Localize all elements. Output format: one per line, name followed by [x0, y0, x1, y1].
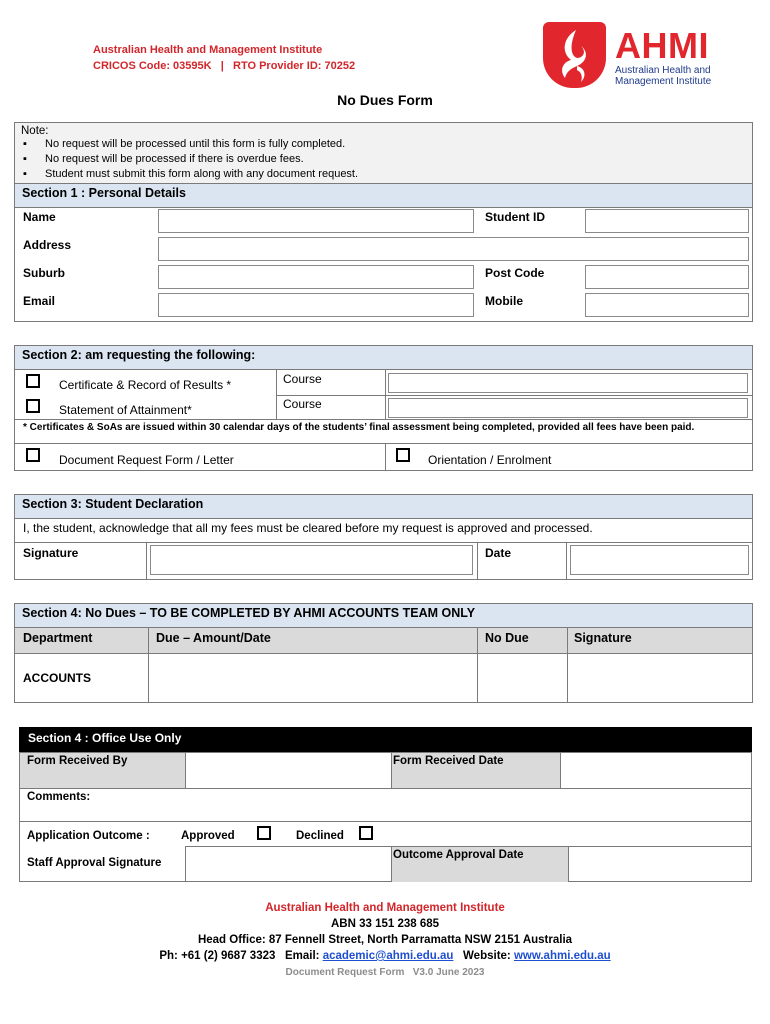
note-item: ▪ Student must submit this form along with any document request. [45, 167, 746, 182]
divider [15, 419, 752, 420]
divider [276, 395, 752, 396]
post-code-label: Post Code [485, 266, 545, 280]
mobile-label: Mobile [485, 294, 523, 308]
header-institute-name: Australian Health and Management Institute [93, 44, 323, 56]
due-header: Due – Amount/Date [156, 631, 271, 645]
certificate-label: Certificate & Record of Results * [59, 378, 232, 392]
divider [20, 821, 751, 822]
address-label: Address [23, 238, 72, 252]
accounts-label: ACCOUNTS [23, 671, 91, 685]
student-id-label: Student ID [485, 210, 545, 224]
logo-wordmark: AHMI [615, 25, 709, 66]
footer-version: Document Request Form V3.0 June 2023 [285, 967, 485, 978]
department-header: Department [23, 631, 93, 645]
orientation-label: Orientation / Enrolment [428, 453, 552, 467]
footer-email-link[interactable]: academic@ahmi.edu.au [322, 950, 454, 962]
divider [148, 628, 149, 654]
note-list [45, 137, 746, 182]
header-provider-codes: CRICOS Code: 03595K | RTO Provider ID: 70252 [93, 60, 356, 72]
footer-website-link[interactable]: www.ahmi.edu.au [513, 950, 611, 962]
comments-field[interactable] [20, 789, 751, 821]
signature-label: Signature [23, 546, 79, 560]
approved-label: Approved [181, 830, 235, 842]
section2-body [14, 370, 753, 471]
received-by-label: Form Received By [27, 755, 128, 767]
course1-label: Course [283, 372, 322, 386]
footer-address: Head Office: 87 Fennell Street, North Parramatta NSW 2151 Australia [197, 934, 573, 946]
outcome-date-label: Outcome Approval Date [393, 849, 524, 861]
suburb-label: Suburb [23, 266, 65, 280]
accounts-signature-field[interactable] [568, 654, 751, 702]
section1-body [14, 208, 753, 322]
received-by-field[interactable] [186, 753, 391, 787]
footer-email-label: Email: [284, 950, 320, 962]
dues-table-header [14, 628, 753, 654]
doc-request-label: Document Request Form / Letter [59, 453, 234, 467]
office-use-body [19, 752, 752, 882]
issuance-note: * Certificates & SoAs are issued within 30 calendar days of the students’ final assessment being completed, provided all fees have been paid. [23, 422, 695, 433]
date-label: Date [485, 546, 512, 560]
no-due-field[interactable] [478, 654, 567, 702]
mobile-field[interactable] [585, 293, 749, 317]
divider [15, 542, 752, 543]
note-item: ▪ No request will be processed if there is overdue fees. [45, 152, 746, 167]
footer-institute: Australian Health and Management Institute [265, 902, 505, 914]
post-code-field[interactable] [585, 265, 749, 289]
divider [385, 443, 386, 471]
declined-label: Declined [296, 830, 344, 842]
student-id-field[interactable] [585, 209, 749, 233]
certificate-checkbox[interactable] [26, 374, 40, 388]
form-title: No Dues Form [337, 92, 433, 108]
note-box [14, 122, 753, 184]
divider [566, 542, 567, 579]
received-date-field[interactable] [561, 753, 751, 787]
section3-body [14, 519, 753, 580]
suburb-field[interactable] [158, 265, 474, 289]
course2-field[interactable] [388, 398, 748, 418]
section4-heading: Section 4: No Dues – TO BE COMPLETED BY AHMI ACCOUNTS TEAM ONLY [14, 603, 753, 628]
logo-subtitle-line1: Australian Health and [615, 65, 711, 76]
email-field[interactable] [158, 293, 474, 317]
signature-header: Signature [574, 631, 632, 645]
soa-label: Statement of Attainment* [59, 403, 192, 417]
divider [477, 542, 478, 579]
staff-signature-label: Staff Approval Signature [27, 857, 162, 869]
comments-label: Comments: [27, 791, 91, 803]
course1-field[interactable] [388, 373, 748, 393]
declaration-text: I, the student, acknowledge that all my fees must be cleared before my request is approved and processed. [23, 521, 593, 535]
declaration-date-field[interactable] [570, 545, 749, 575]
received-date-label: Form Received Date [393, 755, 504, 767]
no-due-header: No Due [485, 631, 529, 645]
note-label: Note: [21, 125, 49, 137]
name-field[interactable] [158, 209, 474, 233]
due-amount-field[interactable] [149, 654, 477, 702]
footer-website-label: Website: [463, 950, 511, 962]
footer-abn: ABN 33 151 238 685 [330, 918, 440, 930]
soa-checkbox[interactable] [26, 399, 40, 413]
address-field[interactable] [158, 237, 749, 261]
outcome-label: Application Outcome : [27, 830, 150, 842]
section3-heading: Section 3: Student Declaration [14, 494, 753, 519]
note-item: ▪ No request will be processed until this form is fully completed. [45, 137, 746, 152]
name-label: Name [23, 210, 56, 224]
footer-contact [0, 950, 770, 962]
divider [477, 628, 478, 654]
student-signature-field[interactable] [150, 545, 473, 575]
section2-heading: Section 2: am requesting the following: [14, 345, 753, 370]
declined-checkbox[interactable] [359, 826, 373, 840]
outcome-date-field[interactable] [569, 847, 751, 881]
orientation-checkbox[interactable] [396, 448, 410, 462]
divider [146, 542, 147, 579]
approved-checkbox[interactable] [257, 826, 271, 840]
course2-label: Course [283, 397, 322, 411]
footer-phone: Ph: +61 (2) 9687 3323 [159, 950, 276, 962]
logo-subtitle-line2: Management Institute [615, 76, 712, 87]
ahmi-logo [543, 22, 738, 90]
section1-heading: Section 1 : Personal Details [14, 183, 753, 208]
dues-table-row-accounts [14, 654, 753, 703]
email-label: Email [23, 294, 56, 308]
staff-signature-field[interactable] [186, 847, 391, 881]
office-use-heading: Section 4 : Office Use Only [19, 727, 752, 752]
doc-request-checkbox[interactable] [26, 448, 40, 462]
flame-shield-icon [543, 22, 606, 88]
divider [567, 628, 568, 654]
divider [15, 443, 752, 444]
